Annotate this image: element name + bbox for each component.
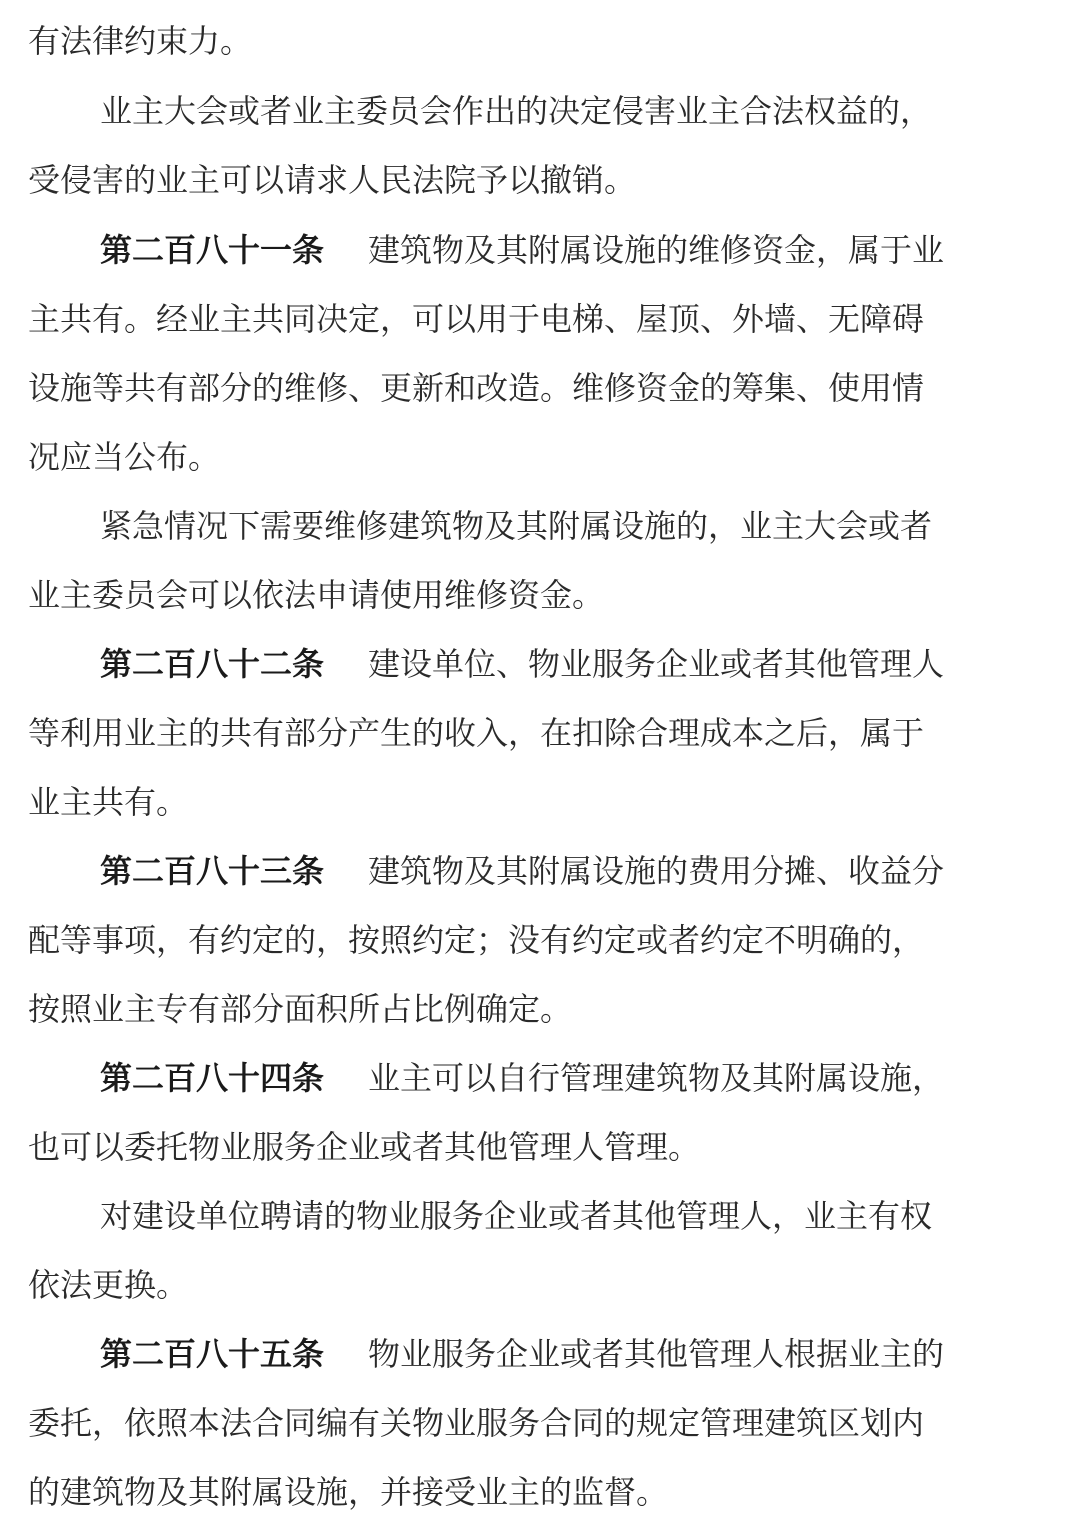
text-line: 的建筑物及其附属设施，并接受业主的监督。 bbox=[28, 1473, 669, 1511]
text-line: 等利用业主的共有部分产生的收入，在扣除合理成本之后，属于 bbox=[28, 714, 925, 752]
text-line: 委托，依照本法合同编有关物业服务合同的规定管理建筑区划内 bbox=[28, 1404, 925, 1442]
article-number: 第二百八十三条 bbox=[100, 852, 325, 890]
article-first-line bbox=[100, 846, 944, 896]
text-line: 配等事项，有约定的，按照约定；没有约定或者约定不明确的， bbox=[28, 921, 925, 959]
article-first-line bbox=[100, 225, 944, 275]
text-line: 设施等共有部分的维修、更新和改造。维修资金的筹集、使用情 bbox=[28, 369, 925, 407]
text-line: 业主委员会可以依法申请使用维修资金。 bbox=[28, 576, 605, 614]
text-line: 受侵害的业主可以请求人民法院予以撤销。 bbox=[28, 161, 637, 199]
text-line: 况应当公布。 bbox=[28, 438, 221, 476]
article-text: 业主可以自行管理建筑物及其附属设施， bbox=[368, 1059, 945, 1097]
text-line: 有法律约束力。 bbox=[28, 22, 253, 60]
article-text: 物业服务企业或者其他管理人根据业主的 bbox=[368, 1335, 945, 1373]
article-text: 建设单位、物业服务企业或者其他管理人 bbox=[368, 645, 945, 683]
article-text: 建筑物及其附属设施的维修资金，属于业 bbox=[368, 231, 945, 269]
text-line: 对建设单位聘请的物业服务企业或者其他管理人，业主有权 bbox=[100, 1197, 933, 1235]
text-line: 按照业主专有部分面积所占比例确定。 bbox=[28, 990, 573, 1028]
text-line: 依法更换。 bbox=[28, 1266, 189, 1304]
article-number: 第二百八十一条 bbox=[100, 231, 325, 269]
article-first-line bbox=[100, 639, 944, 689]
article-first-line bbox=[100, 1053, 944, 1103]
article-number: 第二百八十二条 bbox=[100, 645, 325, 683]
article-number: 第二百八十五条 bbox=[100, 1335, 325, 1373]
text-line: 主共有。经业主共同决定，可以用于电梯、屋顶、外墙、无障碍 bbox=[28, 300, 925, 338]
article-first-line bbox=[100, 1329, 944, 1379]
text-line: 紧急情况下需要维修建筑物及其附属设施的，业主大会或者 bbox=[100, 507, 933, 545]
text-line: 业主共有。 bbox=[28, 783, 189, 821]
text-line: 业主大会或者业主委员会作出的决定侵害业主合法权益的， bbox=[100, 92, 933, 130]
article-text: 建筑物及其附属设施的费用分摊、收益分 bbox=[368, 852, 945, 890]
article-number: 第二百八十四条 bbox=[100, 1059, 325, 1097]
text-line: 也可以委托物业服务企业或者其他管理人管理。 bbox=[28, 1128, 701, 1166]
